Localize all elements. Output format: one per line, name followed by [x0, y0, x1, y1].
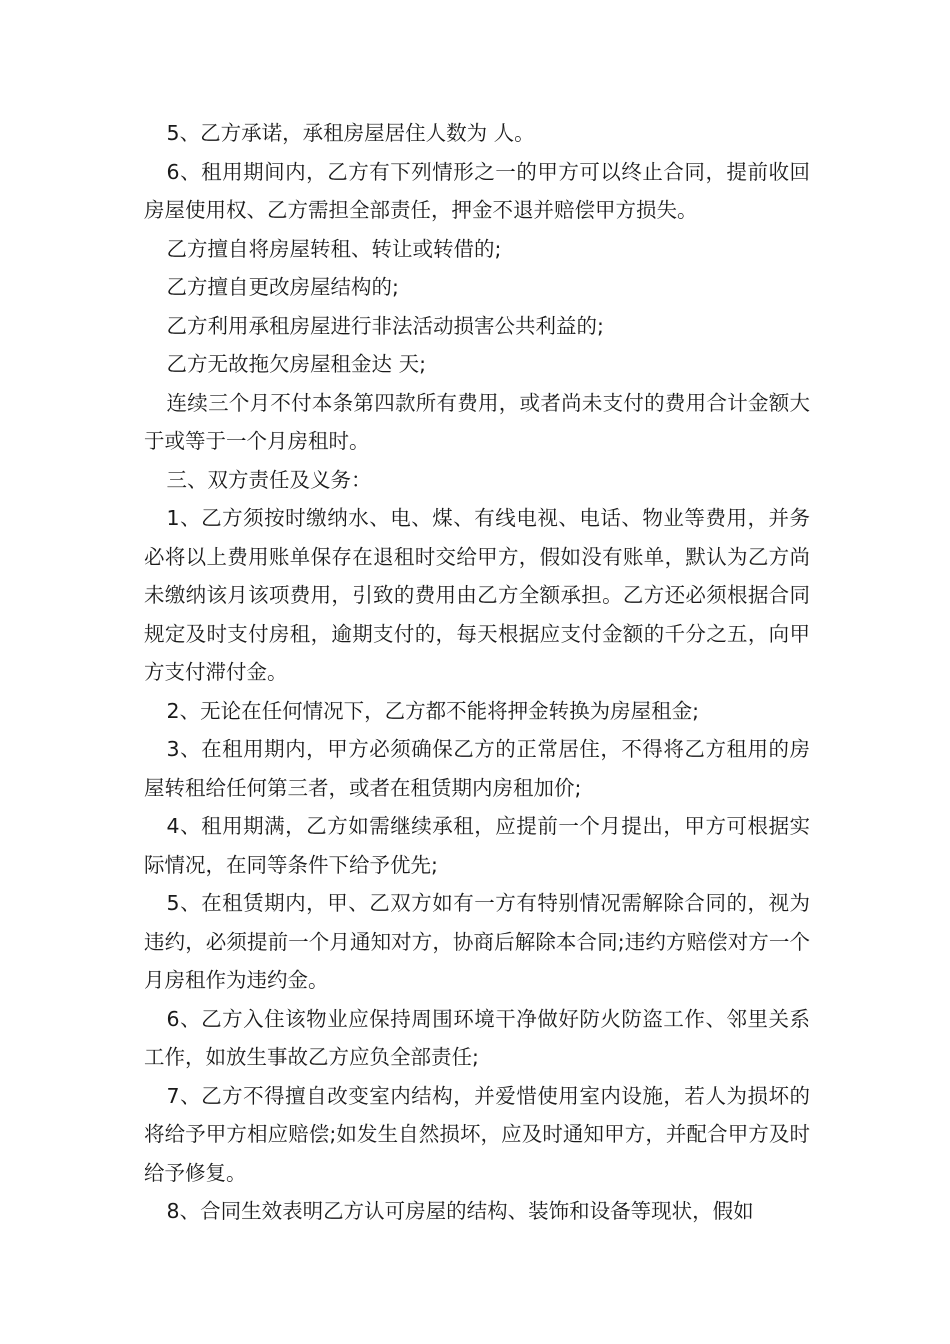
paragraph-early-termination: 5、在租赁期内，甲、乙双方如有一方有特别情况需解除合同的，视为违约，必须提前一个月通知对方，协商后解除本合同;违约方赔偿对方一个月房租作为违约金。: [144, 891, 810, 992]
paragraph-environment-safety: 6、乙方入住该物业应保持周围环境干净做好防火防盗工作、邻里关系工作，如放生事故乙方应负全部责任;: [144, 1006, 810, 1069]
paragraph-structure-change: 乙方擅自更改房屋结构的;: [166, 275, 399, 299]
paragraph-deposit: 2、无论在任何情况下，乙方都不能将押金转换为房屋租金;: [166, 698, 699, 723]
document-body: [144, 114, 810, 1231]
section-heading-responsibilities: 三、双方责任及义务：: [166, 467, 372, 492]
paragraph-unpaid-fees: 连续三个月不付本条第四款所有费用，或者尚未支付的费用合计金额大于或等于一个月房租时。: [144, 390, 810, 453]
paragraph-termination-conditions: 6、租用期间内，乙方有下列情形之一的甲方可以终止合同，提前收回房屋使用权、乙方需担全部责任，押金不退并赔偿甲方损失。: [144, 159, 810, 222]
paragraph-rent-arrears: 乙方无故拖欠房屋租金达 天;: [166, 352, 426, 376]
paragraph-sublet: 乙方擅自将房屋转租、转让或转借的;: [166, 236, 502, 261]
paragraph-renewal: 4、租用期满，乙方如需继续承租，应提前一个月提出，甲方可根据实际情况，在同等条件下给予优先;: [144, 814, 810, 877]
paragraph-condition-acceptance: 8、合同生效表明乙方认可房屋的结构、装饰和设备等现状，假如: [166, 1199, 754, 1223]
paragraph-utility-fees: 1、乙方须按时缴纳水、电、煤、有线电视、电话、物业等费用，并务必将以上费用账单保存在退租时交给甲方，假如没有账单，默认为乙方尚未缴纳该月该项费用，引致的费用由乙方全额承担。乙方还必须根据合同规定及时支付房租，逾期支付的，每天根据应支付金额的千分之五，向甲方支付滞付金。: [144, 506, 810, 684]
paragraph-interior-structure: 7、乙方不得擅自改变室内结构，并爱惜使用室内设施，若人为损坏的将给予甲方相应赔偿;如发生自然损坏，应及时通知甲方，并配合甲方及时给予修复。: [144, 1083, 810, 1185]
paragraph-occupancy-limit: 5、乙方承诺，承租房屋居住人数为 人。: [166, 121, 535, 145]
paragraph-illegal-use: 乙方利用承租房屋进行非法活动损害公共利益的;: [166, 313, 604, 338]
paragraph-landlord-guarantee: 3、在租用期内，甲方必须确保乙方的正常居住，不得将乙方租用的房屋转租给任何第三者，或者在租赁期内房租加价;: [144, 737, 810, 800]
